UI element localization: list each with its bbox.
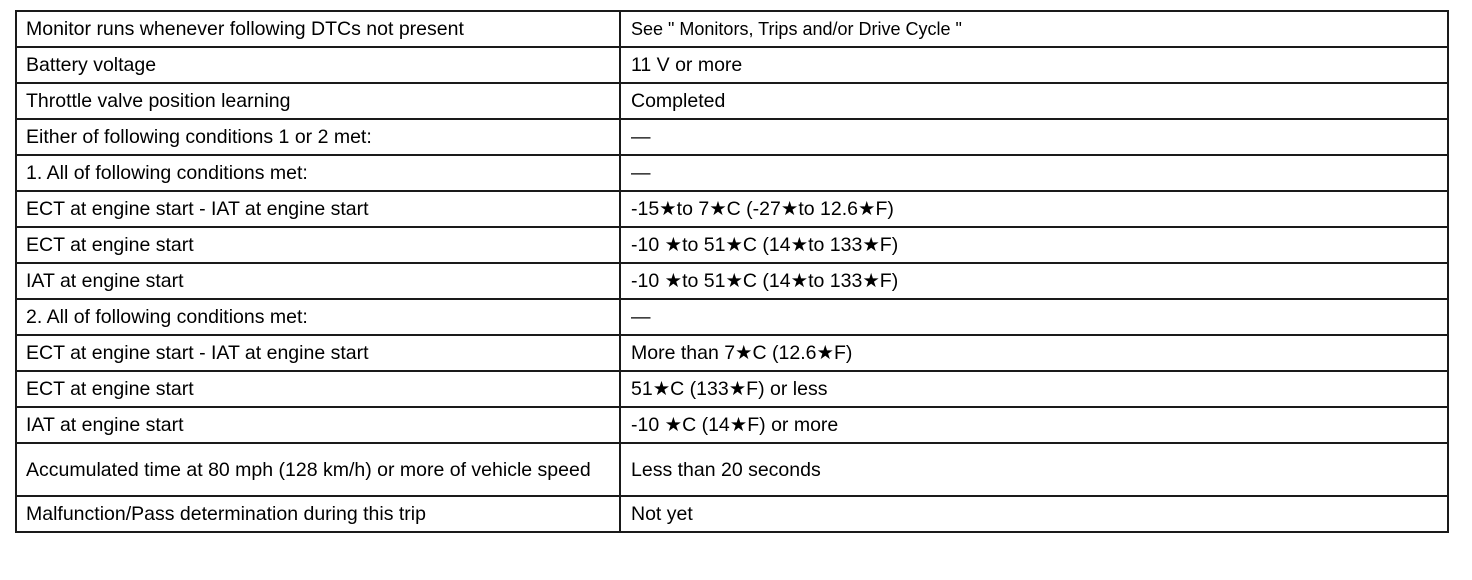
- conditions-sheet: [15, 10, 1447, 533]
- table-row: [16, 155, 1448, 191]
- condition-cell: IAT at engine start: [16, 263, 620, 299]
- table-row: [16, 227, 1448, 263]
- table-row: [16, 299, 1448, 335]
- value-cell: —: [620, 155, 1448, 191]
- condition-cell: Throttle valve position learning: [16, 83, 620, 119]
- condition-cell: ECT at engine start - IAT at engine start: [16, 335, 620, 371]
- value-cell: —: [620, 119, 1448, 155]
- value-cell: See " Monitors, Trips and/or Drive Cycle ": [620, 11, 1448, 47]
- value-cell: 51★C (133★F) or less: [620, 371, 1448, 407]
- table-row: [16, 83, 1448, 119]
- condition-cell: ECT at engine start: [16, 227, 620, 263]
- table-row: [16, 443, 1448, 496]
- value-cell: -10 ★to 51★C (14★to 133★F): [620, 227, 1448, 263]
- condition-cell: 1. All of following conditions met:: [16, 155, 620, 191]
- table-row: [16, 335, 1448, 371]
- table-row: [16, 119, 1448, 155]
- value-cell: -10 ★to 51★C (14★to 133★F): [620, 263, 1448, 299]
- condition-cell: IAT at engine start: [16, 407, 620, 443]
- value-cell: Not yet: [620, 496, 1448, 532]
- table-row: [16, 496, 1448, 532]
- table-row: [16, 47, 1448, 83]
- table-row: [16, 407, 1448, 443]
- condition-cell: Battery voltage: [16, 47, 620, 83]
- table-row: [16, 11, 1448, 47]
- table-row: [16, 263, 1448, 299]
- value-cell: —: [620, 299, 1448, 335]
- condition-cell: Accumulated time at 80 mph (128 km/h) or more of vehicle speed: [16, 443, 620, 496]
- value-cell: -10 ★C (14★F) or more: [620, 407, 1448, 443]
- table-row: [16, 191, 1448, 227]
- condition-cell: ECT at engine start: [16, 371, 620, 407]
- value-cell: Completed: [620, 83, 1448, 119]
- value-cell: -15★to 7★C (-27★to 12.6★F): [620, 191, 1448, 227]
- monitor-conditions-table: [15, 10, 1449, 533]
- value-cell: Less than 20 seconds: [620, 443, 1448, 496]
- table-row: [16, 371, 1448, 407]
- condition-cell: Either of following conditions 1 or 2 met:: [16, 119, 620, 155]
- condition-cell: Malfunction/Pass determination during this trip: [16, 496, 620, 532]
- condition-cell: ECT at engine start - IAT at engine start: [16, 191, 620, 227]
- value-cell: 11 V or more: [620, 47, 1448, 83]
- condition-cell: 2. All of following conditions met:: [16, 299, 620, 335]
- value-cell: More than 7★C (12.6★F): [620, 335, 1448, 371]
- condition-cell: Monitor runs whenever following DTCs not present: [16, 11, 620, 47]
